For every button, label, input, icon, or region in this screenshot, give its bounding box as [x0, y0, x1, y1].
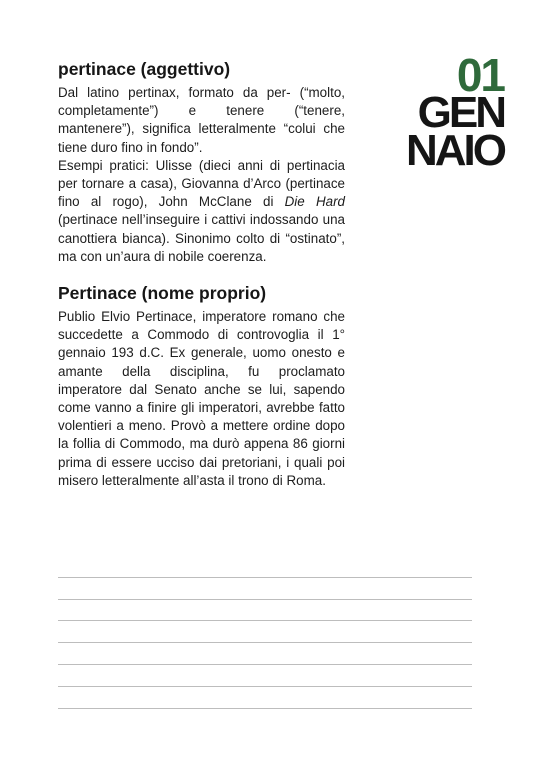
entry-examples-paragraph	[58, 157, 345, 266]
examples-text-start: Esempi pratici: Ulisse (dieci anni di pertinacia per tornare a casa), Giovanna d’Arco (pertinace fino al rogo), John McClane di	[58, 157, 345, 210]
date-month-line1: GEN	[417, 88, 504, 137]
note-line[interactable]	[58, 600, 472, 622]
entry-history-paragraph: Publio Elvio Pertinace, imperatore romano che succedette a Commodo di controvoglia il 1° gennaio 193 d.C. Ex generale, uomo onesto e amante della disciplina, fu proclamato imperatore dal Senato anche se lui, sapendo come vanno a finire gli imperatori, avrebbe fatto volentieri a meno. Provò a mettere ordine dopo la follia di Commodo, ma durò appena 86 giorni prima di essere ucciso dai pretoriani, i quali poi misero letteralmente all’asta il trono di Roma.	[58, 309, 345, 488]
film-title: Die Hard	[284, 194, 345, 210]
date-month-line2: NAIO	[406, 126, 504, 175]
entry-title-adjective: pertinace (aggettivo)	[58, 59, 231, 79]
entry-title-proper-noun: Pertinace (nome proprio)	[58, 283, 267, 304]
note-line[interactable]	[58, 665, 472, 687]
date-block	[398, 49, 508, 175]
entry-etymology-paragraph: Dal latino pertinax, formato da per- (“molto, completamente”) e tenere (“tenere, mantenere”), significa letteralmente “colui che tiene duro fino in fondo”.	[58, 85, 345, 155]
note-line[interactable]	[58, 687, 472, 709]
note-line[interactable]	[58, 556, 472, 578]
note-line[interactable]	[58, 621, 472, 643]
note-line[interactable]	[58, 643, 472, 665]
examples-text-end: (pertinace nell’inseguire i cattivi indossando una canottiera bianca). Sinonimo colto di “ostinato”, ma con un’aura di nobile coerenza.	[58, 212, 345, 264]
note-line[interactable]	[58, 578, 472, 600]
date-day: 01	[456, 49, 504, 101]
entry-content	[58, 58, 345, 490]
notes-lines	[58, 556, 472, 709]
